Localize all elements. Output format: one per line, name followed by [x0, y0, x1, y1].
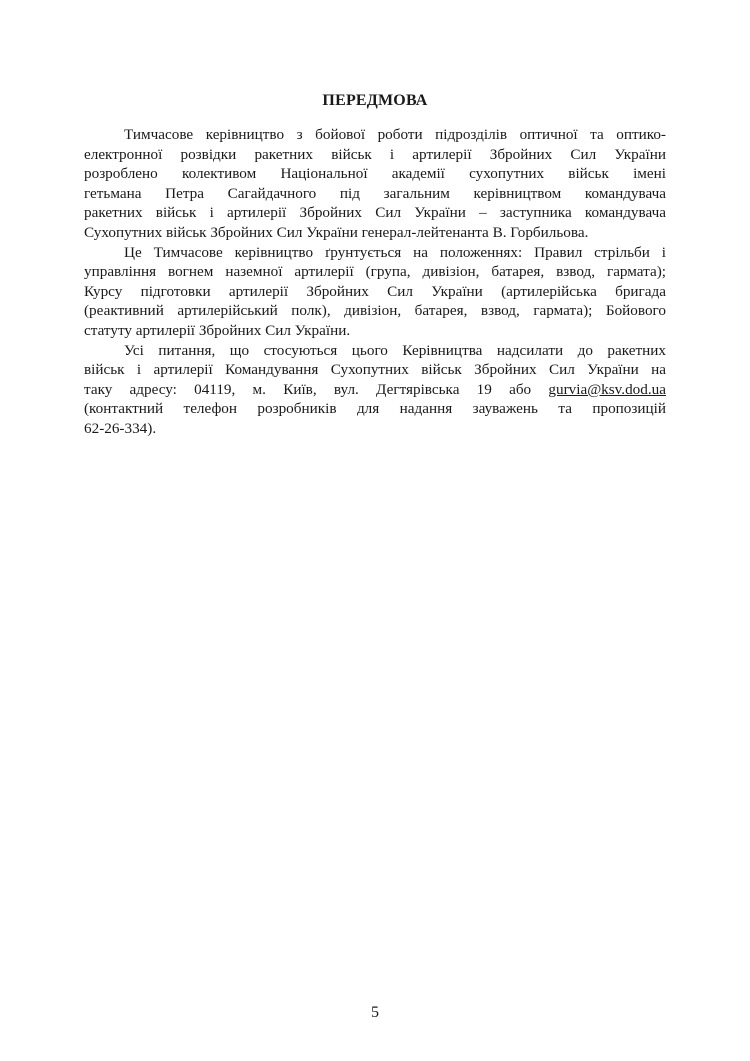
- paragraph-1-line-1: Тимчасове керівництво з бойової роботи підрозділів оптичної та оптико-: [124, 126, 666, 143]
- paragraph-2-line-3: Курсу підготовки артилерії Збройних Сил України (артилерійська бригада: [84, 282, 666, 300]
- paragraph-1: [84, 125, 666, 243]
- body-text: [84, 125, 666, 439]
- paragraph-2-line-4: (реактивний артилерійський полк), дивізіон, батарея, взвод, гармата); Бойового: [84, 302, 666, 320]
- paragraph-3-line-1: Усі питання, що стосуються цього Керівництва надсилати до ракетних: [124, 341, 666, 359]
- paragraph-3-line-3: [84, 380, 666, 400]
- paragraph-3: [84, 341, 666, 439]
- paragraph-2-line-2: управління вогнем наземної артилерії (група, дивізіон, батарея, взвод, гармата);: [84, 263, 666, 281]
- paragraph-1-line-5: ракетних військ і артилерії Збройних Сил України – заступника командувача: [84, 204, 666, 222]
- paragraph-3-line-2: військ і артилерії Командування Сухопутних військ Збройних Сил України на: [84, 361, 666, 379]
- address-text: таку адресу: 04119, м. Київ, вул. Дегтярівська 19 або: [84, 380, 549, 398]
- page-number: 5: [371, 1004, 379, 1021]
- paragraph-1-line-4: гетьмана Петра Сагайдачного під загальним керівництвом командувача: [84, 184, 666, 202]
- paragraph-2: [84, 243, 666, 341]
- paragraph-3-line-4: (контактний телефон розробників для надання зауважень та пропозицій: [84, 400, 666, 418]
- paragraph-1-line-2: електронної розвідки ракетних військ і артилерії Збройних Сил України: [84, 145, 666, 163]
- paragraph-1-line-6: Сухопутних військ Збройних Сил України генерал-лейтенанта В. Горбильова.: [84, 223, 589, 241]
- page-title: ПЕРЕДМОВА: [322, 92, 428, 109]
- paragraph-2-line-5: статуту артилерії Збройних Сил України.: [84, 321, 351, 339]
- paragraph-2-line-1: Це Тимчасове керівництво ґрунтується на положеннях: Правил стрільби і: [124, 243, 666, 261]
- email-link[interactable]: gurvia@ksv.dod.ua: [548, 380, 666, 398]
- paragraph-1-line-3: розроблено колективом Національної академії сухопутних військ імені: [84, 165, 666, 183]
- paragraph-3-line-5: 62-26-334).: [84, 419, 157, 437]
